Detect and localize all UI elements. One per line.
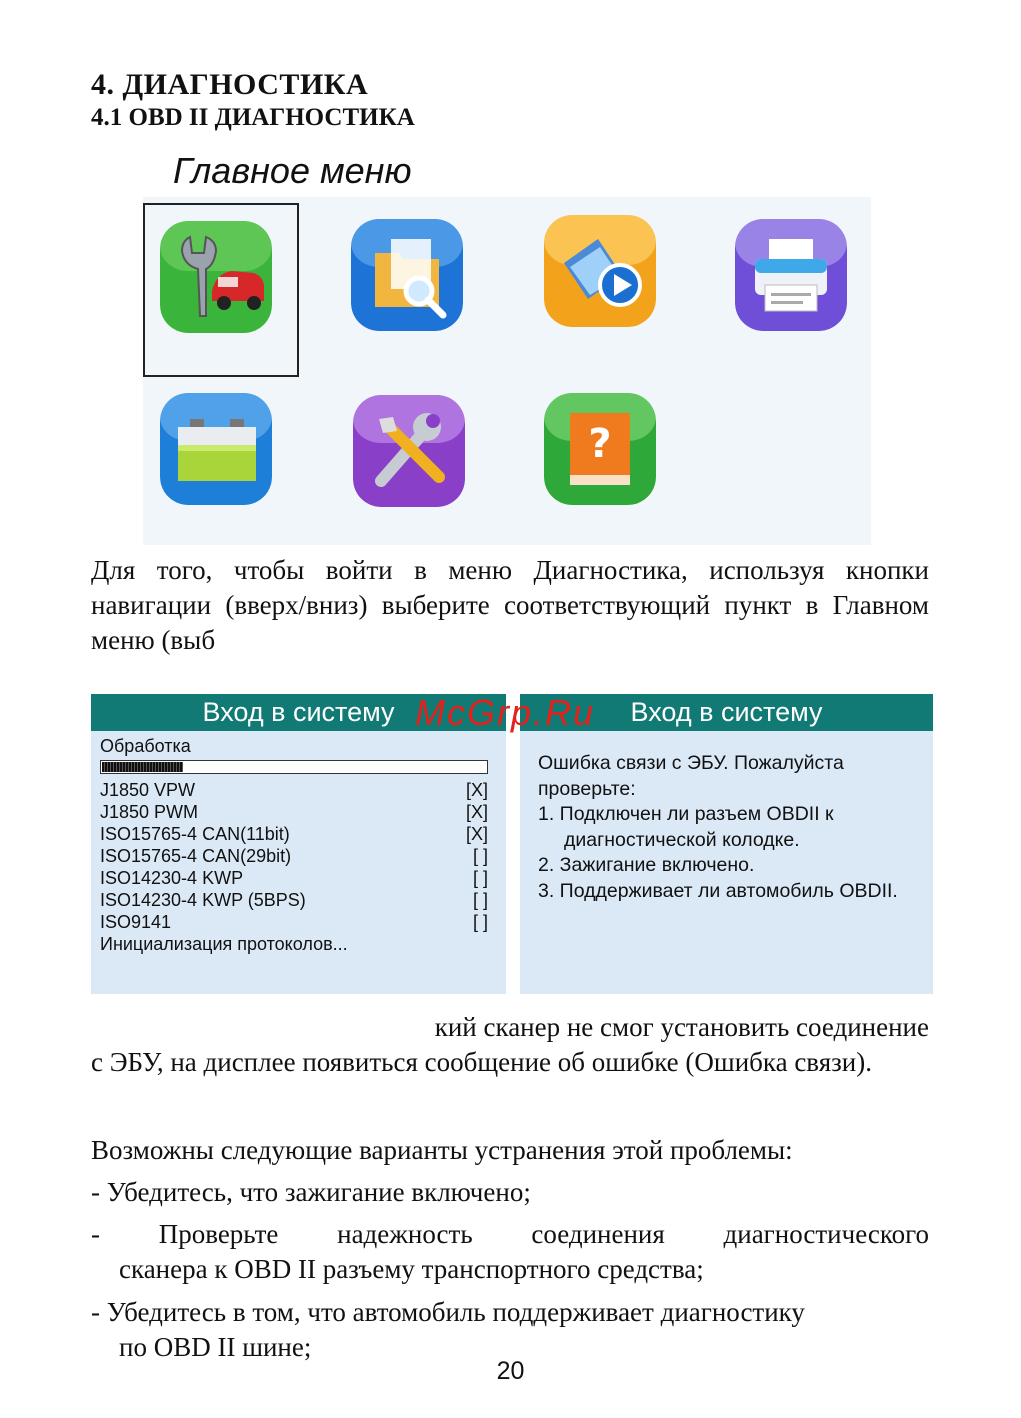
protocol-check: [ ] — [472, 890, 488, 910]
protocol-check: [X] — [465, 802, 488, 822]
bullet-obd-support-line2: по OBD II шине; — [119, 1332, 312, 1362]
protocol-name: ISO14230-4 KWP (5BPS) — [100, 890, 306, 910]
error-paragraph-line1: кий сканер не смог установить соединение — [434, 1012, 929, 1042]
protocol-check: [X] — [465, 780, 488, 800]
error-item: 1. Подключен ли разъем OBDII к диагностической колодке. — [538, 803, 834, 851]
error-item: 2. Зажигание включено. — [538, 854, 755, 876]
protocol-check: [ ] — [472, 868, 488, 888]
page-number: 20 — [496, 1357, 525, 1385]
protocol-row — [100, 912, 488, 934]
protocol-name: ISO9141 — [100, 912, 172, 932]
bullet-connection-line2: сканера к OBD II разъему транспортного средства; — [119, 1254, 704, 1284]
help-book-icon[interactable] — [544, 393, 656, 505]
error-paragraph — [91, 1010, 929, 1080]
protocol-name: ISO15765-4 CAN(11bit) — [100, 824, 290, 844]
search-folder-icon[interactable] — [351, 219, 463, 331]
protocol-row — [100, 802, 488, 824]
printer-icon[interactable] — [735, 219, 847, 331]
error-screen-title: Вход в систему — [520, 694, 933, 731]
protocol-check: [X] — [465, 824, 488, 844]
bullet-ignition: - Убедитесь, что зажигание включено; — [91, 1177, 531, 1207]
bullet-obd-support — [91, 1295, 929, 1365]
connect-screen — [91, 694, 506, 994]
protocol-row — [100, 780, 488, 802]
diagnostics-icon[interactable] — [160, 221, 272, 333]
error-screen — [520, 694, 933, 994]
bullet-connection — [91, 1217, 929, 1287]
error-item: 3. Поддерживает ли автомобиль OBDII. — [538, 879, 898, 902]
protocol-row — [100, 846, 488, 868]
init-status: Инициализация протоколов... — [100, 934, 348, 954]
bullet-connection-line1 — [91, 1217, 929, 1252]
protocol-check: [ ] — [472, 912, 488, 932]
protocol-name: J1850 VPW — [100, 780, 196, 800]
intro-paragraph: Для того, чтобы войти в меню Диагностика, используя кнопки навигации (вверх/вниз) выберите соответствующий пункт в Главном меню (выб — [91, 555, 929, 655]
main-menu-panel — [143, 197, 871, 545]
protocol-name: J1850 PWM — [100, 802, 199, 822]
battery-icon[interactable] — [160, 393, 272, 505]
word: надежность — [337, 1219, 473, 1249]
error-paragraph-line2: с ЭБУ, на дисплее появиться сообщение об ошибке (Ошибка связи). — [91, 1047, 872, 1077]
svg-text:?: ? — [588, 421, 612, 467]
protocol-name: ISO15765-4 CAN(29bit) — [100, 846, 292, 866]
tools-icon[interactable] — [353, 395, 465, 507]
protocol-row — [100, 890, 488, 912]
word: Проверьте — [158, 1219, 279, 1249]
section-heading: 4. ДИАГНОСТИКА — [91, 68, 369, 101]
protocol-name: ISO14230-4 KWP — [100, 868, 244, 888]
protocol-row — [100, 868, 488, 890]
main-menu-title: Главное меню — [173, 150, 412, 191]
watermark: McGrp.Ru — [415, 692, 596, 733]
bullet-obd-support-line1: - Убедитесь в том, что автомобиль поддерживает диагностику — [91, 1297, 805, 1327]
word: диагностического — [723, 1219, 929, 1249]
subsection-heading: 4.1 OBD II ДИАГНОСТИКА — [91, 104, 415, 131]
error-intro: Ошибка связи с ЭБУ. Пожалуйста проверьте: — [538, 752, 844, 800]
protocol-row — [100, 824, 488, 846]
word: - — [91, 1219, 100, 1249]
processing-label: Обработка — [100, 736, 191, 756]
progress-bar — [100, 760, 488, 774]
progress-fill — [102, 762, 183, 772]
protocol-check: [ ] — [472, 846, 488, 866]
solutions-heading: Возможны следующие варианты устранения этой проблемы: — [91, 1135, 793, 1165]
word: соединения — [531, 1219, 665, 1249]
error-message — [538, 751, 918, 904]
connect-screen-title: Вход в систему — [91, 694, 506, 731]
video-playback-icon[interactable] — [544, 215, 656, 327]
